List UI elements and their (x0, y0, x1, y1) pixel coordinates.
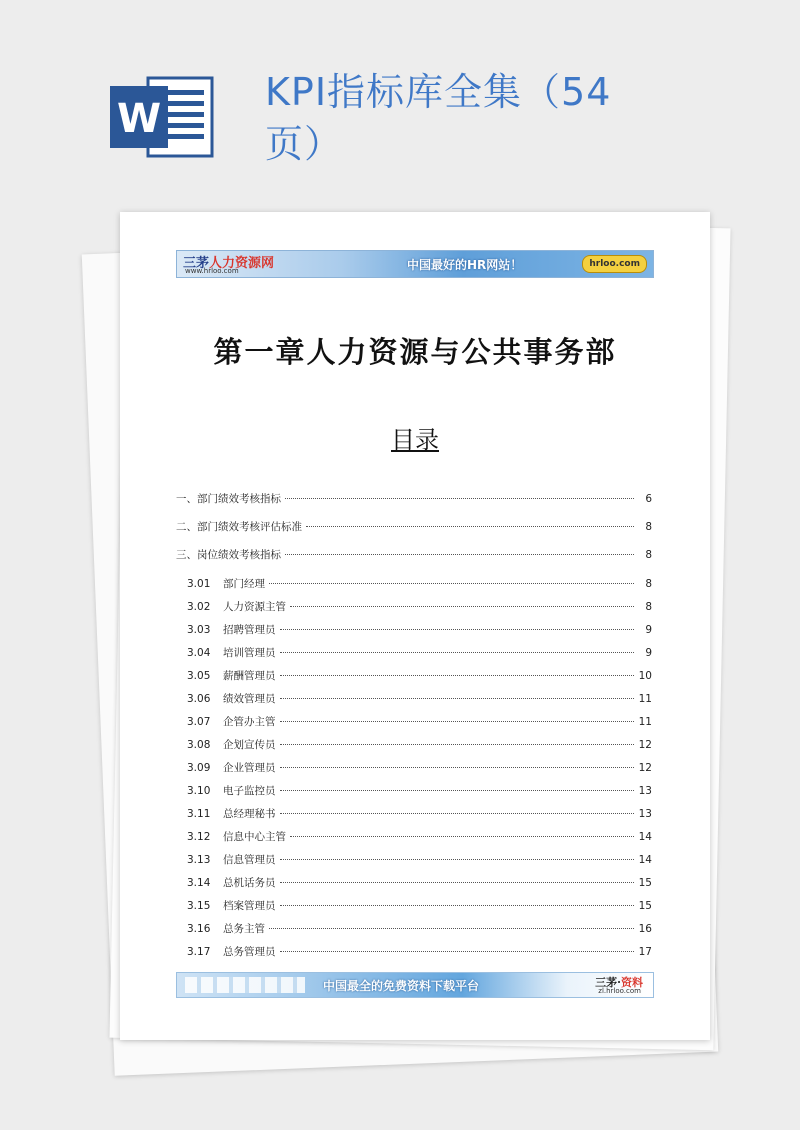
toc-entry[interactable] (187, 599, 652, 614)
toc-entry-title: 电子监控员 (223, 785, 276, 797)
svg-text:W: W (116, 96, 162, 142)
toc-entry-title: 信息管理员 (223, 854, 276, 866)
toc-entry[interactable] (187, 576, 652, 591)
banner-decoration (185, 977, 305, 993)
bottom-banner-slogan: 中国最全的免费资料下载平台 (323, 979, 480, 993)
banner-link-button[interactable]: hrloo.com (582, 255, 647, 273)
toc-leader-dots (280, 675, 635, 676)
toc-entry-title: 薪酬管理员 (223, 670, 276, 682)
toc-entry[interactable] (176, 491, 652, 506)
bottom-banner-brand: 三茅·资料 (595, 976, 643, 989)
toc-entry-title: 档案管理员 (223, 900, 276, 912)
toc-leader-dots (285, 554, 634, 555)
document-title: KPI指标库全集（54页） (265, 70, 612, 166)
toc-entry-number: 3.15 (187, 900, 211, 912)
toc-entry-number: 3.08 (187, 739, 211, 751)
toc-entry-number: 3.17 (187, 946, 211, 958)
toc-entry-page: 8 (645, 578, 652, 590)
toc-entry-title: 二、部门绩效考核评估标准 (176, 521, 302, 533)
toc-entry[interactable] (187, 691, 652, 706)
toc-leader-dots (306, 526, 634, 527)
toc-entry-number: 3.01 (187, 578, 211, 590)
toc-entry[interactable] (187, 944, 652, 959)
toc-entry-page: 16 (638, 923, 652, 935)
toc-entry[interactable] (187, 737, 652, 752)
toc-leader-dots (280, 790, 635, 791)
bottom-banner-url: zl.hrloo.com (598, 987, 641, 995)
toc-entry-page: 11 (638, 693, 652, 705)
toc-entry-number: 3.12 (187, 831, 211, 843)
toc-entry-number: 3.14 (187, 877, 211, 889)
toc-entry-title: 总机话务员 (223, 877, 276, 889)
toc-leader-dots (280, 767, 635, 768)
toc-heading: 目录 (391, 426, 439, 454)
banner-slogan: 中国最好的HR网站！ (407, 258, 523, 272)
toc-entry-page: 8 (645, 521, 652, 533)
toc-entry-title: 部门经理 (223, 578, 265, 590)
toc-leader-dots (269, 928, 634, 929)
toc-entry-title: 三、岗位绩效考核指标 (176, 549, 281, 561)
toc-leader-dots (280, 905, 635, 906)
chapter-title: 第一章人力资源与公共事务部 (213, 335, 617, 369)
toc-entry-number: 3.05 (187, 670, 211, 682)
toc-entry-page: 8 (645, 601, 652, 613)
toc-entry-page: 13 (638, 808, 652, 820)
toc-entry-page: 12 (638, 739, 652, 751)
toc-entry[interactable] (176, 547, 652, 562)
toc-entry-title: 一、部门绩效考核指标 (176, 493, 281, 505)
toc-leader-dots (280, 859, 635, 860)
toc-leader-dots (290, 606, 634, 607)
toc-leader-dots (285, 498, 634, 499)
bottom-banner (176, 972, 654, 998)
toc-entry-number: 3.11 (187, 808, 211, 820)
toc-leader-dots (290, 836, 634, 837)
toc-entry[interactable] (187, 852, 652, 867)
toc-entry[interactable] (187, 806, 652, 821)
toc-entry[interactable] (187, 875, 652, 890)
toc-entry-page: 10 (638, 670, 652, 682)
toc-entry-number: 3.10 (187, 785, 211, 797)
word-document-icon (110, 74, 214, 160)
toc-entry-page: 14 (638, 831, 652, 843)
toc-entry-title: 总经理秘书 (223, 808, 276, 820)
toc-entry-title: 信息中心主管 (223, 831, 286, 843)
toc-entry-title: 企划宣传员 (223, 739, 276, 751)
toc-entry[interactable] (187, 668, 652, 683)
toc-entry-title: 绩效管理员 (223, 693, 276, 705)
banner-brand: 三茅人力资源网 (183, 256, 275, 271)
toc-entry-number: 3.06 (187, 693, 211, 705)
toc-entry[interactable] (187, 760, 652, 775)
toc-entry[interactable] (187, 714, 652, 729)
toc-entry-title: 招聘管理员 (223, 624, 276, 636)
toc-leader-dots (269, 583, 634, 584)
toc-entry-title: 总务管理员 (223, 946, 276, 958)
toc-entry-title: 企业管理员 (223, 762, 276, 774)
toc-leader-dots (280, 744, 635, 745)
toc-entry-number: 3.16 (187, 923, 211, 935)
toc-entry-number: 3.09 (187, 762, 211, 774)
toc-entry-title: 培训管理员 (223, 647, 276, 659)
toc-leader-dots (280, 698, 635, 699)
toc-entry[interactable] (187, 645, 652, 660)
document-page (120, 212, 710, 1040)
toc-entry-page: 8 (645, 549, 652, 561)
toc-entry-number: 3.07 (187, 716, 211, 728)
toc-entry[interactable] (187, 622, 652, 637)
toc-entry-page: 14 (638, 854, 652, 866)
toc-entry-number: 3.03 (187, 624, 211, 636)
toc-leader-dots (280, 813, 635, 814)
toc-entry[interactable] (187, 898, 652, 913)
toc-entry-page: 9 (645, 647, 652, 659)
toc-entry-page: 13 (638, 785, 652, 797)
toc-entry-number: 3.13 (187, 854, 211, 866)
toc-leader-dots (280, 951, 635, 952)
toc-entry[interactable] (187, 921, 652, 936)
toc-entry-page: 11 (638, 716, 652, 728)
toc-leader-dots (280, 629, 635, 630)
toc-leader-dots (280, 652, 635, 653)
toc-entry-page: 9 (645, 624, 652, 636)
toc-entry-number: 3.04 (187, 647, 211, 659)
toc-entry-title: 企管办主管 (223, 716, 276, 728)
banner-url: www.hrloo.com (185, 267, 239, 275)
toc-entry-page: 6 (645, 493, 652, 505)
toc-entry-title: 总务主管 (223, 923, 265, 935)
toc-entry-number: 3.02 (187, 601, 211, 613)
toc-entry-page: 12 (638, 762, 652, 774)
toc-leader-dots (280, 882, 635, 883)
table-of-contents (120, 212, 710, 1040)
toc-entry-page: 17 (638, 946, 652, 958)
toc-leader-dots (280, 721, 635, 722)
toc-entry[interactable] (176, 519, 652, 534)
toc-entry[interactable] (187, 829, 652, 844)
toc-entry-title: 人力资源主管 (223, 601, 286, 613)
toc-entry[interactable] (187, 783, 652, 798)
toc-entry-page: 15 (638, 900, 652, 912)
toc-entry-page: 15 (638, 877, 652, 889)
